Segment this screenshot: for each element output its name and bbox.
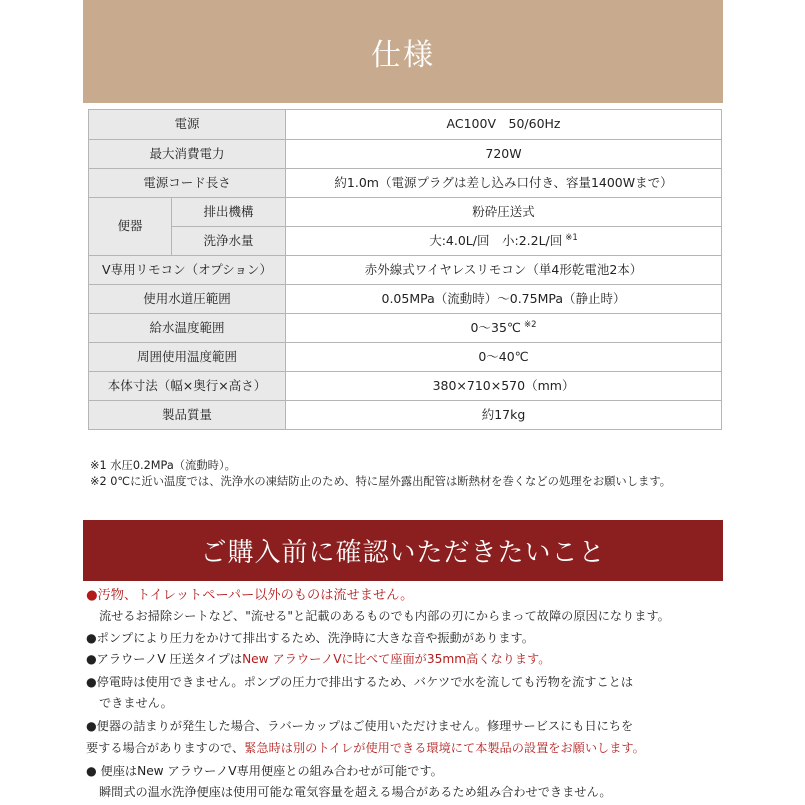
discharge-label: 排出機構 bbox=[172, 198, 286, 227]
power-value: AC100V 50/60Hz bbox=[286, 110, 722, 140]
note-1: ※1 水圧0.2MPa（流動時）。 bbox=[90, 459, 236, 472]
table-row bbox=[89, 372, 722, 401]
flush-label: 洗浄水量 bbox=[172, 227, 286, 256]
max-power-value: 720W bbox=[286, 140, 722, 169]
confirm-item-5: ●便器の詰まりが発生した場合、ラバーカップはご使用いただけません。修理サービスにも日にちを bbox=[86, 719, 634, 733]
confirm-item-6: ● 便座はNew アラウーノV専用便座との組み合わせが可能です。 bbox=[86, 764, 443, 778]
table-row bbox=[89, 285, 722, 314]
remote-value: 赤外線式ワイヤレスリモコン（単4形乾電池2本） bbox=[286, 256, 722, 285]
table-row bbox=[89, 110, 722, 140]
confirm-item-1: ●汚物、トイレットペーパー以外のものは流せません。 bbox=[86, 588, 414, 603]
confirm-item-3 bbox=[86, 650, 550, 667]
size-value: 380×710×570（mm） bbox=[286, 372, 722, 401]
cord-label: 電源コード長さ bbox=[89, 169, 286, 198]
toilet-label: 便器 bbox=[89, 198, 172, 256]
confirm-item-5-highlight: 緊急時は別のトイレが使用できる環境にて本製品の設置をお願いします。 bbox=[244, 741, 645, 755]
confirm-item-4-cont: できません。 bbox=[99, 696, 173, 710]
pressure-value: 0.05MPa（流動時）〜0.75MPa（静止時） bbox=[286, 285, 722, 314]
note-2: ※2 0℃に近い温度では、洗浄水の凍結防止のため、特に屋外露出配管は断熱材を巻くなどの処理をお願いします。 bbox=[90, 475, 672, 488]
spec-table bbox=[88, 109, 722, 430]
flush-note-mark: ※1 bbox=[565, 233, 578, 244]
confirm-item-2: ●ポンプにより圧力をかけて排出するため、洗浄時に大きな音や振動があります。 bbox=[86, 631, 534, 645]
confirm-item-5-cont bbox=[86, 739, 645, 756]
ambient-label: 周囲使用温度範囲 bbox=[89, 343, 286, 372]
confirm-title: ご購入前に確認いただきたいこと bbox=[200, 538, 606, 568]
confirm-item-3-text: ●アラウーノV 圧送タイプは bbox=[86, 652, 243, 666]
water-temp-value: 0〜35℃ bbox=[470, 320, 521, 336]
confirm-title-banner bbox=[83, 520, 723, 581]
power-label: 電源 bbox=[89, 110, 286, 140]
confirm-item-1-detail: 流せるお掃除シートなど、"流せる"と記載のあるものでも内部の刃にからまって故障の原因になります。 bbox=[99, 609, 670, 623]
size-label: 本体寸法（幅×奥行×高さ） bbox=[89, 372, 286, 401]
max-power-label: 最大消費電力 bbox=[89, 140, 286, 169]
spec-notes bbox=[90, 458, 671, 490]
table-row bbox=[89, 198, 722, 227]
confirm-item-5-text: 要する場合がありますので、 bbox=[86, 741, 245, 755]
flush-cell bbox=[286, 227, 722, 256]
ambient-value: 0〜40℃ bbox=[286, 343, 722, 372]
table-row bbox=[89, 227, 722, 256]
table-row bbox=[89, 140, 722, 169]
confirm-item-3-highlight: New アラウーノVに比べて座面が35mm高くなります。 bbox=[242, 652, 551, 666]
table-row bbox=[89, 314, 722, 343]
weight-label: 製品質量 bbox=[89, 401, 286, 430]
table-row bbox=[89, 401, 722, 430]
spec-title: 仕様 bbox=[371, 37, 435, 73]
flush-value: 大:4.0L/回 小:2.2L/回 bbox=[429, 233, 563, 249]
pressure-label: 使用水道圧範囲 bbox=[89, 285, 286, 314]
water-temp-label: 給水温度範囲 bbox=[89, 314, 286, 343]
table-row bbox=[89, 169, 722, 198]
remote-label: V専用リモコン（オプション） bbox=[89, 256, 286, 285]
discharge-value: 粉砕圧送式 bbox=[286, 198, 722, 227]
water-temp-cell bbox=[286, 314, 722, 343]
cord-value: 約1.0m（電源プラグは差し込み口付き、容量1400Wまで） bbox=[286, 169, 722, 198]
weight-value: 約17kg bbox=[286, 401, 722, 430]
table-row bbox=[89, 256, 722, 285]
confirm-item-6-detail: 瞬間式の温水洗浄便座は使用可能な電気容量を超える場合があるため組み合わせできません。 bbox=[99, 785, 612, 799]
table-row bbox=[89, 343, 722, 372]
spec-title-banner bbox=[83, 0, 723, 103]
confirm-item-4: ●停電時は使用できません。ポンプの圧力で排出するため、バケツで水を流しても汚物を流すことは bbox=[86, 675, 634, 689]
water-temp-note-mark: ※2 bbox=[523, 320, 537, 331]
